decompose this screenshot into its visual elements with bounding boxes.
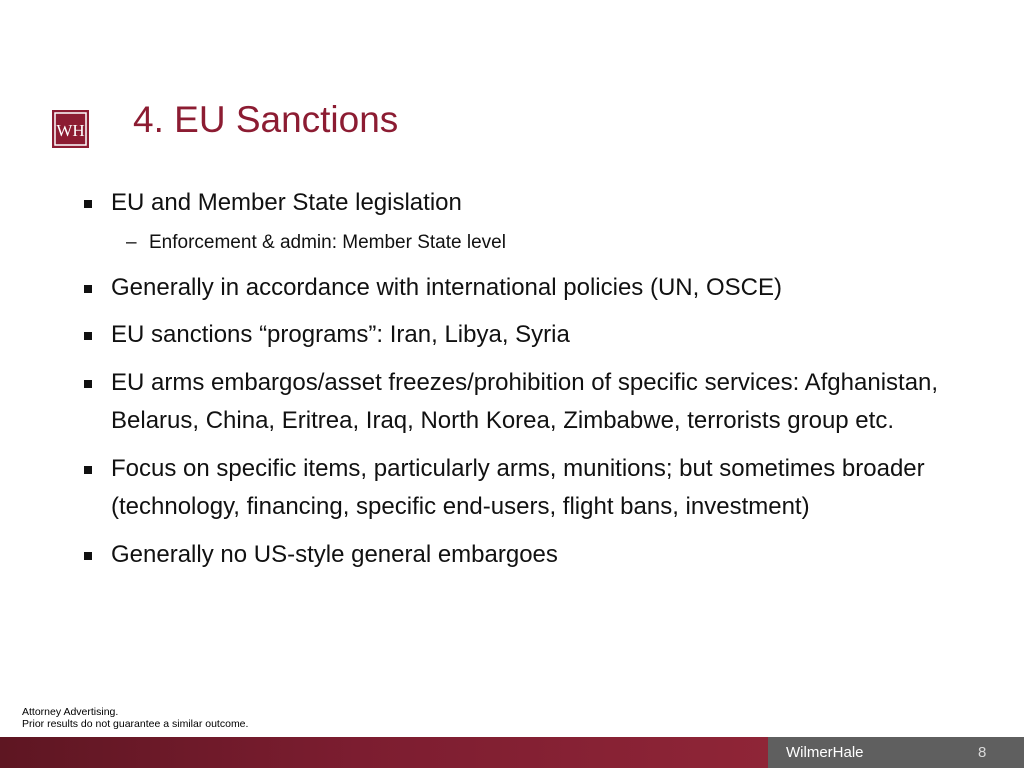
bullet-item <box>80 364 1000 441</box>
sub-bullet-text: Enforcement & admin: Member State level <box>149 231 506 253</box>
sub-bullet-item <box>80 229 1000 257</box>
dash-bullet-icon: – <box>126 231 137 253</box>
square-bullet-icon <box>84 552 92 560</box>
slide-title: 4. EU Sanctions <box>133 99 399 140</box>
bullet-text: Generally no US-style general embargoes <box>111 540 558 568</box>
square-bullet-icon <box>84 466 92 474</box>
wh-logo-icon <box>52 110 89 148</box>
bullet-text: EU sanctions “programs”: Iran, Libya, Syria <box>111 321 570 348</box>
bullet-item <box>80 536 1000 575</box>
disclaimer <box>22 706 248 730</box>
bullet-item <box>80 316 1000 355</box>
square-bullet-icon <box>84 285 92 293</box>
square-bullet-icon <box>84 332 92 340</box>
bullet-item <box>80 269 1000 308</box>
square-bullet-icon <box>84 380 92 388</box>
disclaimer-line-1: Attorney Advertising. <box>22 706 119 718</box>
bullet-text: Generally in accordance with international policies (UN, OSCE) <box>111 273 782 301</box>
logo-monogram: WH <box>56 121 85 140</box>
bullet-text: EU arms embargos/asset freezes/prohibition of specific services: Afghanistan, Belarus, China, Eritrea, Iraq, North Korea, Zimbabwe, terrorists group etc. <box>111 368 939 434</box>
bullet-item <box>80 450 1000 527</box>
footer-brand-name: WilmerHale <box>786 744 864 761</box>
bullet-text: Focus on specific items, particularly arms, munitions; but sometimes broader (technology, financing, specific end-users, flight bans, investment) <box>111 454 925 520</box>
bullet-list <box>80 184 1000 583</box>
bullet-text: EU and Member State legislation <box>111 189 462 216</box>
page-number: 8 <box>978 744 987 761</box>
bullet-item <box>80 184 1000 223</box>
disclaimer-line-2: Prior results do not guarantee a similar outcome. <box>22 718 249 730</box>
square-bullet-icon <box>84 200 92 208</box>
